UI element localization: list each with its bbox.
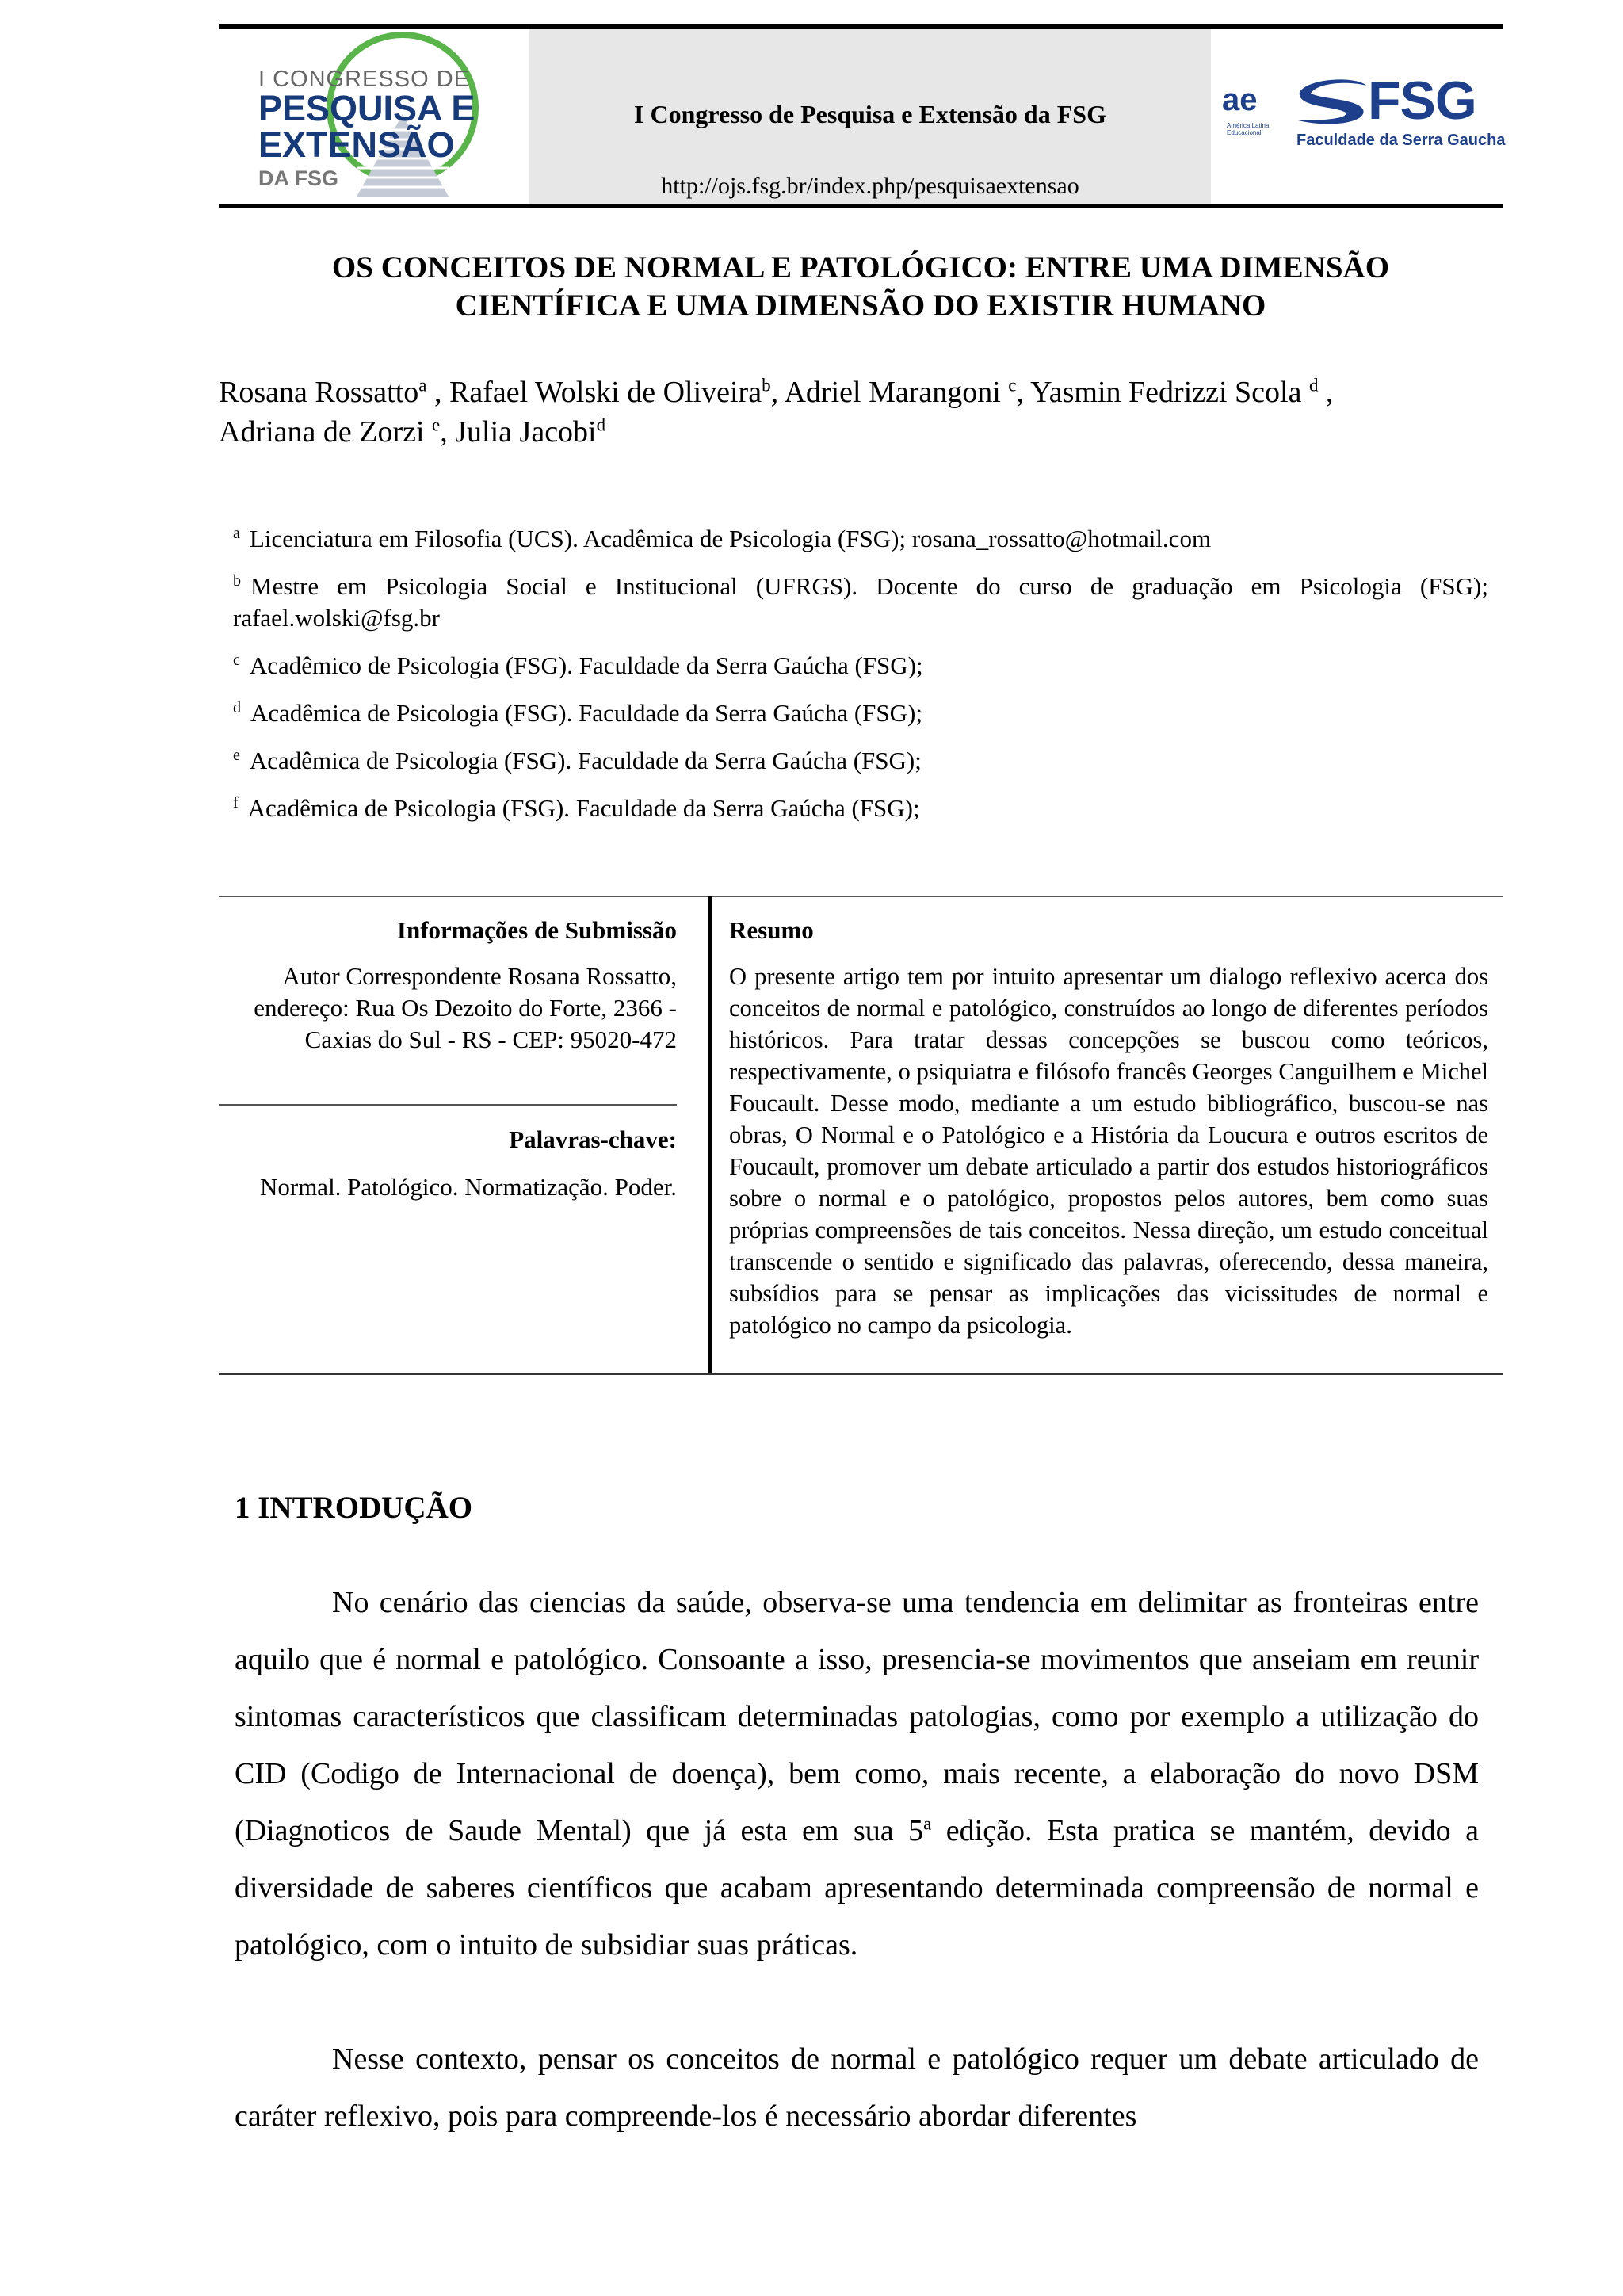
ae-logo-text: ae	[1222, 82, 1258, 117]
affiliation-item	[233, 697, 1488, 729]
affiliation-text: Acadêmica de Psicologia (FSG). Faculdade da Serra Gaúcha (FSG);	[247, 794, 920, 822]
affiliation-text: Acadêmica de Psicologia (FSG). Faculdade da Serra Gaúcha (FSG);	[250, 699, 922, 727]
fsg-logo	[1220, 71, 1506, 159]
affiliation-item	[233, 523, 1488, 555]
affiliation-text: Acadêmico de Psicologia (FSG). Faculdade da Serra Gaúcha (FSG);	[249, 651, 923, 679]
introduction-paragraph-1	[235, 1574, 1479, 1973]
conference-title: I Congresso de Pesquisa e Extensão da FSG	[634, 100, 1106, 128]
congress-logo-line1: I CONGRESSO DE	[258, 67, 470, 92]
congress-logo	[238, 29, 515, 204]
author-sup: e	[432, 415, 441, 435]
author-sup: c	[1008, 375, 1017, 395]
paper-title-line2: CIENTÍFICA E UMA DIMENSÃO DO EXISTIR HUMANO	[455, 288, 1266, 323]
author-name: Adriana de Zorzi	[219, 415, 433, 449]
affiliation-item	[233, 745, 1488, 777]
info-box-top-rule	[219, 896, 1503, 897]
info-box-bottom-rule	[219, 1373, 1503, 1375]
introduction-heading: 1 INTRODUÇÃO	[235, 1491, 473, 1525]
abstract-text: O presente artigo tem por intuito apresentar um dialogo reflexivo acerca dos conceitos de normal e patológico, construídos ao longo de diferentes períodos históricos. Para tratar dessas concepções se buscou como teóricos, respectivamente, o psiquiatra e filósofo francês Georges Canguilhem e Michel Foucault. Desse modo, mediante a um estudo bibliográfico, buscou-se nas obras, O Normal e o Patológico e a História da Loucura e outros escritos de Foucault, promover um debate articulado a partir dos estudos historiográficos sobre o normal e o patológico, propostos pelos autores, bem como suas próprias compreensões de tais conceitos. Nessa direção, um estudo conceitual transcende o sentido e significado das palavras, oferecendo, dessa maneira, subsídios para se pensar as implicações das vicissitudes de normal e patológico no campo da psicologia.	[729, 963, 1488, 1339]
affiliation-item	[233, 571, 1488, 634]
congress-logo-line3: EXTENSÃO	[258, 124, 455, 165]
affiliation-text: Acadêmica de Psicologia (FSG). Faculdade da Serra Gaúcha (FSG);	[249, 747, 922, 774]
info-box-left-separator	[219, 1104, 677, 1106]
fsg-swoosh-icon	[1293, 76, 1369, 128]
congress-logo-line2: PESQUISA E	[258, 88, 475, 128]
ae-logo-subtitle: América Latina Educacional	[1227, 122, 1270, 136]
affiliation-sup: e	[233, 746, 240, 764]
author-separator: ,	[1318, 376, 1334, 409]
author-separator: ,	[1016, 376, 1031, 409]
affiliation-sup: d	[233, 698, 241, 716]
author-name: Rafael Wolski de Oliveira	[449, 376, 762, 409]
affiliation-text: Licenciatura em Filosofia (UCS). Acadêmica de Psicologia (FSG); rosana_rossatto@hotmail.com	[249, 525, 1212, 552]
author-name: Julia Jacobi	[455, 415, 597, 449]
affiliation-sup: c	[233, 651, 240, 669]
author-name: Rosana Rossatto	[219, 376, 419, 409]
submission-text: Autor Correspondente Rosana Rossatto, endereço: Rua Os Dezoito do Forte, 2366 - Caxias do Sul - RS - CEP: 95020-472	[254, 962, 677, 1053]
author-separator: ,	[440, 415, 456, 449]
introduction-paragraph-1-sup: a	[923, 1813, 932, 1834]
keywords-heading: Palavras-chave:	[509, 1125, 677, 1153]
affiliation-text: Mestre em Psicologia Social e Institucional (UFRGS). Docente do curso de graduação em Psicologia (FSG); rafael.wolski@fsg.br	[233, 572, 1488, 632]
info-box-divider	[708, 896, 712, 1375]
paper-title-line1: OS CONCEITOS DE NORMAL E PATOLÓGICO: ENTRE UMA DIMENSÃO	[331, 250, 1390, 285]
author-list	[219, 372, 1503, 452]
abstract-heading: Resumo	[729, 916, 814, 944]
author-name: Adriel Marangoni	[784, 376, 1009, 409]
paper-title	[219, 249, 1503, 325]
author-separator: ,	[770, 376, 785, 409]
affiliation-sup: b	[233, 571, 241, 590]
keywords-text: Normal. Patológico. Normatização. Poder.	[259, 1173, 677, 1201]
introduction-paragraph-1-part-b: edição. Esta pratica se mantém, devido a diversidade de saberes científicos que acabam apresentando determinada compreensão de normal e patológico, com o intuito de subsidiar suas práticas.	[235, 1814, 1479, 1962]
author-sup: d	[596, 415, 606, 435]
header-bottom-rule	[219, 204, 1503, 208]
fsg-logo-subtitle: Faculdade da Serra Gaucha	[1296, 132, 1506, 149]
affiliation-sup: a	[233, 524, 240, 542]
affiliation-sup: f	[233, 793, 239, 812]
affiliation-item	[233, 793, 1488, 824]
author-sup: b	[762, 375, 771, 395]
journal-url[interactable]: http://ojs.fsg.br/index.php/pesquisaextensao	[661, 173, 1079, 199]
author-sup: d	[1308, 375, 1319, 395]
congress-logo-line4: DA FSG	[258, 166, 338, 190]
affiliation-item	[233, 650, 1488, 682]
submission-heading: Informações de Submissão	[396, 916, 677, 944]
author-name: Yasmin Fedrizzi Scola	[1030, 376, 1309, 409]
introduction-paragraph-2: Nesse contexto, pensar os conceitos de normal e patológico requer um debate articulado de caráter reflexivo, pois para compreende-los é necessário abordar diferentes	[235, 2042, 1479, 2133]
author-separator: ,	[426, 376, 449, 409]
fsg-logo-text: FSG	[1368, 71, 1476, 131]
author-sup: a	[418, 375, 427, 395]
introduction-paragraph-1-part-a: No cenário das ciencias da saúde, observa-se uma tendencia em delimitar as fronteiras entre aquilo que é normal e patológico. Consoante a isso, presencia-se movimentos que anseiam em reunir sintomas característicos que classificam determinadas patologias, como por exemplo a utilização do CID (Codigo de Internacional de doença), bem como, mais recente, a elaboração do novo DSM (Diagnoticos de Saude Mental) que já esta em sua 5	[235, 1586, 1479, 1847]
